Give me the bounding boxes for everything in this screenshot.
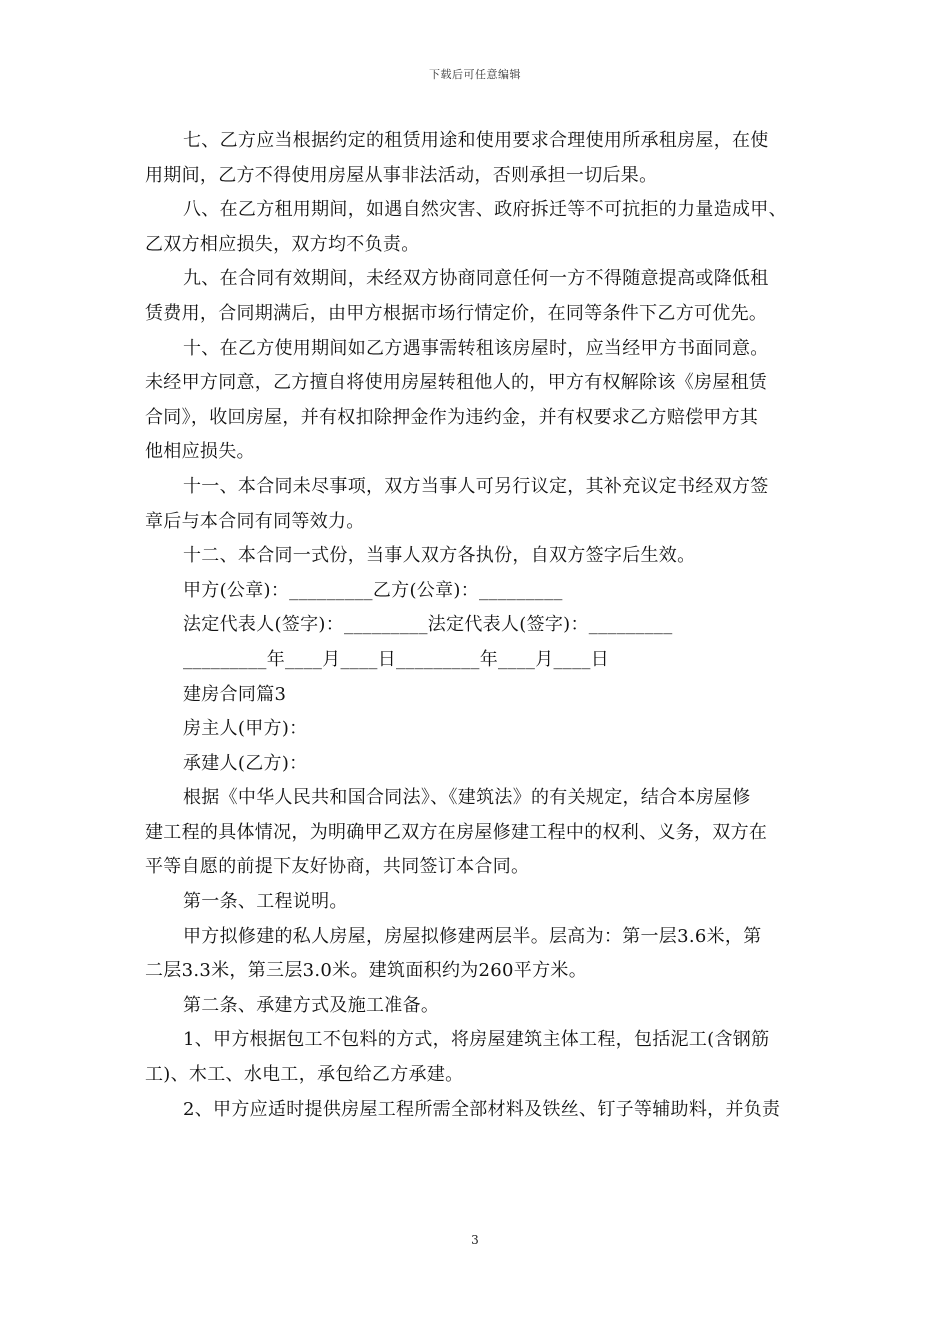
paragraph-line: 用期间，乙方不得使用房屋从事非法活动，否则承担一切后果。 <box>145 164 658 186</box>
paragraph-line: 根据《中华人民共和国合同法》、《建筑法》的有关规定，结合本房屋修 <box>183 787 751 809</box>
party-b-line: 承建人(乙方)： <box>183 752 308 774</box>
signature-line-party: 甲方(公章)：_________乙方(公章)：_________ <box>183 579 563 601</box>
paragraph-line: 未经甲方同意，乙方擅自将使用房屋转租他人的，甲方有权解除该《房屋租赁 <box>145 372 768 394</box>
paragraph-line: 2、甲方应适时提供房屋工程所需全部材料及铁丝、钉子等辅助料，并负责 <box>183 1098 781 1120</box>
paragraph-line: 章后与本合同有同等效力。 <box>145 510 365 532</box>
paragraph-line: 九、在合同有效期间，未经双方协商同意任何一方不得随意提高或降低租 <box>183 268 769 290</box>
paragraph-line: 他相应损失。 <box>145 441 255 463</box>
page-header: 下载后可任意编辑 <box>429 68 521 81</box>
page-number: 3 <box>471 1233 479 1247</box>
paragraph-line: 八、在乙方租用期间，如遇自然灾害、政府拆迁等不可抗拒的力量造成甲、 <box>183 199 787 221</box>
paragraph-line: 平等自愿的前提下友好协商，共同签订本合同。 <box>145 856 530 878</box>
paragraph-line: 十、在乙方使用期间如乙方遇事需转租该房屋时，应当经甲方书面同意。 <box>183 337 769 359</box>
section-title: 建房合同篇3 <box>183 683 287 705</box>
article-heading: 第一条、工程说明。 <box>183 891 348 913</box>
paragraph-line: 工)、木工、水电工，承包给乙方承建。 <box>145 1064 464 1086</box>
paragraph-line: 赁费用，合同期满后，由甲方根据市场行情定价，在同等条件下乙方可优先。 <box>145 302 768 324</box>
signature-line-representative: 法定代表人(签字)：_________法定代表人(签字)：_________ <box>183 614 673 636</box>
paragraph-line: 十一、本合同未尽事项，双方当事人可另行议定，其补充议定书经双方签 <box>183 475 769 497</box>
paragraph-line: 二层3.3米，第三层3.0米。建筑面积约为260平方米。 <box>145 960 588 982</box>
paragraph-line: 乙双方相应损失，双方均不负责。 <box>145 233 420 255</box>
paragraph-line: 甲方拟修建的私人房屋，房屋拟修建两层半。层高为：第一层3.6米，第 <box>183 925 762 947</box>
paragraph-line: 建工程的具体情况，为明确甲乙双方在房屋修建工程中的权利、义务，双方在 <box>145 821 768 843</box>
paragraph-line: 十二、本合同一式份，当事人双方各执份，自双方签字后生效。 <box>183 545 696 567</box>
article-heading: 第二条、承建方式及施工准备。 <box>183 994 440 1016</box>
paragraph-line: 1、甲方根据包工不包料的方式，将房屋建筑主体工程，包括泥工(含钢筋 <box>183 1029 770 1051</box>
document-body <box>145 124 813 1127</box>
paragraph-line: 合同》，收回房屋，并有权扣除押金作为违约金，并有权要求乙方赔偿甲方其 <box>145 406 759 428</box>
paragraph-line: 七、乙方应当根据约定的租赁用途和使用要求合理使用所承租房屋，在使 <box>183 130 769 151</box>
party-a-line: 房主人(甲方)： <box>183 718 308 740</box>
signature-line-date: _________年____月____日_________年____月____日 <box>183 648 609 670</box>
